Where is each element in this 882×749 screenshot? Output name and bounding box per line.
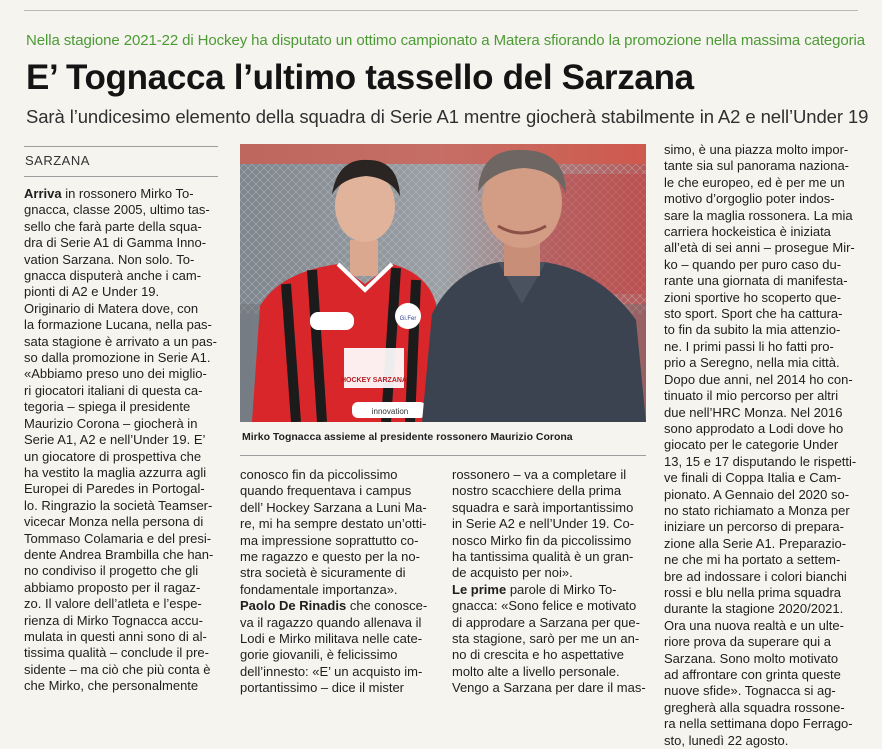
col4-line: zione alla Serie A1. Preparazio- — [664, 535, 847, 551]
sponsor-2-text: innovation — [371, 407, 409, 416]
col3-line: parole di Mirko To- — [509, 581, 617, 597]
lead-word: Arriva — [24, 186, 62, 201]
col1-line: Serie A1, A2 e nell’Under 19. E’ — [24, 432, 206, 448]
col4-line: iniziare un percorso di prepara- — [664, 519, 844, 535]
column-3-lead-line — [452, 582, 648, 598]
col4-line: to fin da subito la mia attenzio- — [664, 322, 841, 338]
col2-line: gorie giovanili, è felicissimo — [240, 647, 398, 663]
col1-line: Tommaso Colamaria e del presi- — [24, 530, 212, 546]
col4-line: simo, è una piazza molto impor- — [664, 142, 849, 157]
col2-line: Lodi e Mirko militava nelle cate- — [240, 631, 423, 647]
col3-line: rossonero – va a completare il — [452, 467, 627, 482]
col2-line: stra società è sicuramente di — [240, 565, 406, 581]
col1-line: Europei di Paredes in Portogal- — [24, 481, 205, 497]
col2-line: che conosce- — [349, 598, 428, 614]
caption-rule — [240, 455, 646, 456]
col4-line: ra nella settimana dopo Ferrago- — [664, 716, 853, 732]
col4-line: 13, 15 e 17 disputando le rispetti- — [664, 453, 857, 469]
col3-line: squadra e sarà importantissimo — [452, 499, 634, 515]
col4-line: ko – quando per puro caso du- — [664, 256, 842, 272]
col4-line: durante la stagione 2020/2021. — [664, 601, 844, 617]
col1-line: pionti di A2 e Under 19. — [24, 284, 160, 300]
col1-line: in rossonero Mirko To- — [65, 186, 194, 201]
article-kicker: Nella stagione 2021-22 di Hockey ha disputato un ottimo campionato a Matera sfiorando la promozione nella massima categoria — [26, 32, 866, 49]
column-2 — [240, 467, 440, 697]
col4-line: tante sia sul panorama naziona- — [664, 158, 850, 174]
column-1 — [24, 186, 218, 695]
column-2-name-line — [240, 598, 440, 614]
col1-line: vicecar Monza nella persona di — [24, 514, 204, 530]
col1-line: mulata in questi anni sono di al- — [24, 628, 207, 644]
col1-line: tissima qualità – conclude il pre- — [24, 645, 209, 661]
col4-line: ad affrontare con grinta queste — [664, 667, 841, 682]
col1-line: sello che farà parte della squa- — [24, 218, 202, 234]
col3-line: gnacca: «Sono felice e motivato — [452, 598, 637, 614]
column-3-body-b — [452, 598, 648, 696]
col4-line: sono approdato a Lodi dove ho — [664, 420, 844, 436]
dateline: SARZANA — [25, 153, 90, 168]
col2-line: portantissimo – dice il mister — [240, 680, 404, 696]
col4-line: ne. I primi passi li ho fatti pro- — [664, 338, 834, 354]
col2-line: re, mi ha sempre destato un’otti- — [240, 516, 427, 532]
col4-line: no stato richiamato a Monza per — [664, 502, 850, 518]
col4-line: gregherà alla squadra rossone- — [664, 699, 845, 715]
col4-line: sare la maglia rossonera. La mia — [664, 207, 853, 223]
col4-line: sto sport. Sport che ha cattura- — [664, 306, 843, 322]
column-2-body-a — [240, 467, 440, 598]
col4-line: bre ad indossare i colori bianchi — [664, 568, 847, 584]
col1-line: rienza di Mirko Tognacca accu- — [24, 612, 203, 628]
col4-line: ve finali di Coppa Italia e Cam- — [664, 470, 842, 486]
col4-line: tinuato il mio percorso per altri — [664, 388, 839, 404]
col1-line: lo. Ringrazio la società Teamser- — [24, 497, 213, 513]
col1-line: Originario di Matera dove, con — [24, 300, 199, 316]
col3-line: ha tantissima qualità è un gran- — [452, 549, 634, 565]
col1-line: gnacca, classe 2005, ultimo tas- — [24, 202, 210, 218]
col4-line: all’età di sei anni – prosegue Mir- — [664, 240, 855, 256]
col4-line: prio a Seregno, nella mia città. — [664, 355, 840, 371]
col1-line: dente Andrea Brambilla che han- — [24, 546, 214, 562]
jersey-logo-text: HOCKEY SARZANA — [341, 377, 407, 384]
col4-line: zioni sportive ho scoperto que- — [664, 289, 842, 305]
col2-line: me ragazzo e questo per la no- — [240, 549, 420, 565]
col4-line: Ora una nuova realtà e un ulte- — [664, 617, 844, 633]
column-2-body-b — [240, 615, 440, 697]
article-headline: E’ Tognacca l’ultimo tassello del Sarzana — [26, 58, 694, 97]
column-3 — [452, 467, 648, 697]
col2-line: fondamentale importanza». — [240, 581, 398, 597]
col4-line: due nell’HRC Monza. Nel 2016 — [664, 404, 843, 420]
col4-line: le che europeo, ed è per me un — [664, 174, 845, 190]
column-4 — [664, 142, 860, 749]
col4-line: Sarzana. Sono molto motivato — [664, 650, 839, 666]
article-photo — [240, 144, 646, 422]
col1-line: abbiamo proposto per il ragaz- — [24, 579, 201, 595]
col3-line: sta stagione, sarò per me un an- — [452, 631, 640, 647]
col1-line: gnacca disputerà anche i cam- — [24, 268, 202, 284]
col3-line: molto alte a livello personale. — [452, 663, 620, 679]
col1-line: no condiviso il progetto che gli — [24, 563, 199, 579]
col1-line: sidente – ma ciò che più conta è — [24, 661, 211, 677]
top-rule — [24, 10, 858, 11]
col4-line: giocato per le categorie Under — [664, 437, 839, 453]
col4-line: Dopo due anni, nel 2014 ho con- — [664, 371, 853, 387]
col4-line: rante una giornata di manifesta- — [664, 273, 848, 289]
col1-line: un giocatore di prospettiva che — [24, 448, 202, 464]
article-subtitle: Sarà l’undicesimo elemento della squadra di Serie A1 mentre giocherà stabilmente in A2 e nell’Under 19 — [26, 106, 869, 127]
column-3-body-a — [452, 467, 648, 582]
sponsor-text: Gi.Fer — [399, 316, 417, 322]
col1-line: che Mirko, che personalmente — [24, 678, 199, 694]
col2-line: dell’ Hockey Sarzana a Luni Ma- — [240, 499, 427, 515]
col3-line: nosco Mirko fin da piccolissimo — [452, 532, 632, 548]
col2-line: conosco fin da piccolissimo — [240, 467, 398, 482]
col3-line: no di crescita e ho aspettative — [452, 647, 624, 663]
col3-line: nostro scacchiere della prima — [452, 483, 622, 499]
col3-line: Vengo a Sarzana per dare il mas- — [452, 680, 646, 696]
dateline-rule-top — [24, 146, 218, 147]
col1-line: «Abbiamo preso uno dei miglio- — [24, 366, 207, 382]
col3-line: di approdare a Sarzana per que- — [452, 614, 640, 630]
col4-line: pionato. A Gennaio del 2020 so- — [664, 486, 850, 502]
photo-caption: Mirko Tognacca assieme al presidente rossonero Maurizio Corona — [242, 431, 573, 443]
col4-line: nuove sfide». Tognacca si ag- — [664, 683, 836, 699]
col1-line: ri giocatori italiani di questa ca- — [24, 382, 203, 398]
col4-line: motivo d’orgoglio poter indos- — [664, 191, 835, 207]
col1-line: tegoria – spiega il presidente — [24, 399, 191, 415]
col1-line: la formazione Lucana, nella pas- — [24, 317, 212, 333]
col2-line: quando frequentava i campus — [240, 483, 412, 499]
col1-line: Maurizio Corona – giocherà in — [24, 415, 198, 431]
col4-line: carriera hockeistica è iniziata — [664, 224, 831, 240]
col2-line: ma impressione soprattutto co- — [240, 532, 419, 548]
column-4-body — [664, 142, 860, 749]
col4-line: riore prova da superare qui a — [664, 634, 831, 650]
col1-line: vation Sarzana. Non solo. To- — [24, 251, 195, 267]
photo-illustration — [240, 144, 646, 422]
coach-name: Paolo De Rinadis — [240, 598, 347, 614]
col4-line: rossi e blu nella prima squadra — [664, 584, 842, 600]
col1-line: so dalla promozione in Serie A1. — [24, 350, 211, 366]
col3-line: in Serie A2 e nell’Under 19. Co- — [452, 516, 635, 532]
dateline-rule-bottom — [24, 176, 218, 177]
col2-line: dell’innesto: «E’ un acquisto im- — [240, 663, 423, 679]
col4-line: ne che mi ha portato a settem- — [664, 552, 841, 568]
column-1-body — [24, 202, 218, 694]
column-1-text — [24, 186, 218, 202]
col1-line: zo. Il valore dell’atleta e l’espe- — [24, 596, 202, 612]
col3-line: de acquisto per noi». — [452, 565, 573, 581]
col2-line: va il ragazzo quando allenava il — [240, 614, 422, 630]
col1-line: ha vestito la maglia azzurra agli — [24, 464, 207, 480]
col1-line: dra di Serie A1 di Gamma Inno- — [24, 235, 207, 251]
col1-line: sata stagione è arrivato a un pas- — [24, 333, 217, 349]
col4-line: sto, lunedì 22 agosto. — [664, 732, 789, 748]
quote-lead: Le prime — [452, 581, 507, 597]
